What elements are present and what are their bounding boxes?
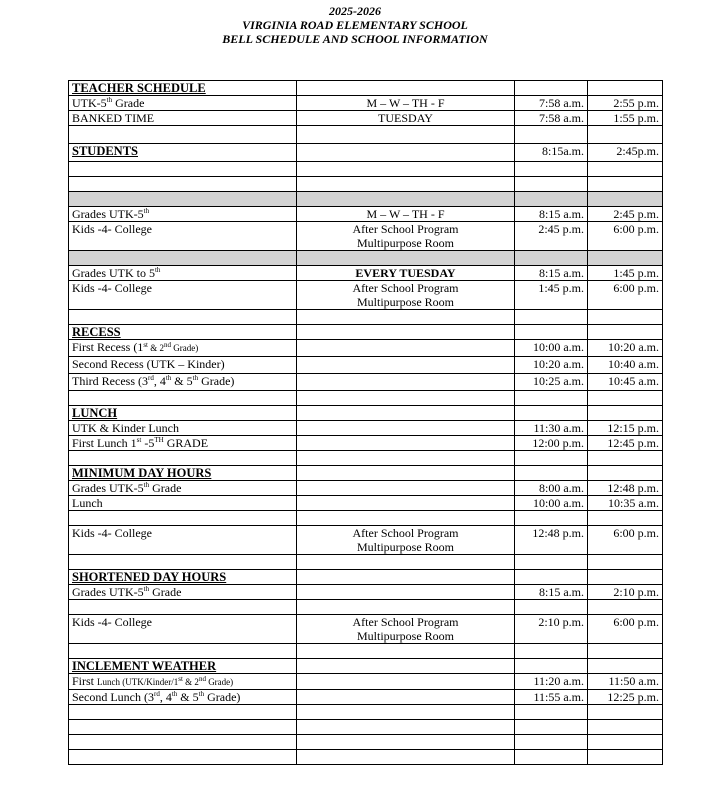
table-row bbox=[69, 585, 663, 600]
table-row bbox=[69, 705, 663, 720]
row-label: Grades UTK-5th Grade bbox=[69, 481, 297, 496]
program-location: After School Program Multipurpose Room bbox=[297, 281, 515, 310]
row-label: Second Recess (UTK – Kinder) bbox=[69, 357, 297, 374]
table-row bbox=[69, 281, 663, 310]
start-time: 8:15 a.m. bbox=[515, 207, 588, 222]
row-days: M – W – TH - F bbox=[297, 207, 515, 222]
document-header bbox=[0, 4, 710, 46]
end-time: 12:45 p.m. bbox=[588, 436, 663, 451]
row-label: BANKED TIME bbox=[69, 111, 297, 126]
table-row bbox=[69, 690, 663, 705]
table-row bbox=[69, 111, 663, 126]
end-time: 6:00 p.m. bbox=[588, 281, 663, 310]
table-row bbox=[69, 266, 663, 281]
row-label: Grades UTK-5th Grade bbox=[69, 585, 297, 600]
table-row bbox=[69, 659, 663, 674]
table-row bbox=[69, 126, 663, 144]
start-time: 1:45 p.m. bbox=[515, 281, 588, 310]
divider-row bbox=[69, 192, 663, 207]
row-days: M – W – TH - F bbox=[297, 96, 515, 111]
section-title-students: STUDENTS bbox=[72, 144, 138, 158]
table-row bbox=[69, 177, 663, 192]
table-row bbox=[69, 750, 663, 765]
start-time: 11:55 a.m. bbox=[515, 690, 588, 705]
bell-schedule-table bbox=[68, 80, 663, 765]
table-row bbox=[69, 451, 663, 466]
section-title-minimum-day: MINIMUM DAY HOURS bbox=[72, 466, 212, 480]
end-time: 11:50 a.m. bbox=[588, 674, 663, 690]
table-row bbox=[69, 600, 663, 615]
end-time: 2:45p.m. bbox=[588, 144, 663, 162]
table-row bbox=[69, 735, 663, 750]
end-time: 10:40 a.m. bbox=[588, 357, 663, 374]
start-time: 8:15 a.m. bbox=[515, 585, 588, 600]
end-time: 12:48 p.m. bbox=[588, 481, 663, 496]
end-time: 12:25 p.m. bbox=[588, 690, 663, 705]
table-row bbox=[69, 570, 663, 585]
table-row bbox=[69, 391, 663, 406]
row-label: Grades UTK to 5th bbox=[69, 266, 297, 281]
table-row bbox=[69, 96, 663, 111]
row-label: Kids -4- College bbox=[69, 526, 297, 555]
section-title-recess: RECESS bbox=[72, 325, 121, 339]
program-location: After School Program Multipurpose Room bbox=[297, 615, 515, 644]
table-row bbox=[69, 144, 663, 162]
start-time: 11:20 a.m. bbox=[515, 674, 588, 690]
table-row bbox=[69, 357, 663, 374]
row-label: Grades UTK-5th bbox=[69, 207, 297, 222]
end-time: 1:55 p.m. bbox=[588, 111, 663, 126]
row-label: Kids -4- College bbox=[69, 281, 297, 310]
divider-row bbox=[69, 251, 663, 266]
row-label: Lunch bbox=[69, 496, 297, 511]
end-time: 6:00 p.m. bbox=[588, 222, 663, 251]
table-row bbox=[69, 81, 663, 96]
table-row bbox=[69, 421, 663, 436]
start-time: 7:58 a.m. bbox=[515, 111, 588, 126]
row-label: Third Recess (3rd, 4th & 5th Grade) bbox=[69, 374, 297, 391]
end-time: 6:00 p.m. bbox=[588, 526, 663, 555]
start-time: 10:00 a.m. bbox=[515, 496, 588, 511]
table-row bbox=[69, 511, 663, 526]
end-time: 2:45 p.m. bbox=[588, 207, 663, 222]
section-title-teacher-schedule: TEACHER SCHEDULE bbox=[72, 81, 206, 95]
section-title-lunch: LUNCH bbox=[72, 406, 118, 420]
row-label: Kids -4- College bbox=[69, 615, 297, 644]
school-year: 2025-2026 bbox=[329, 4, 381, 18]
end-time: 2:10 p.m. bbox=[588, 585, 663, 600]
table-row bbox=[69, 436, 663, 451]
table-row bbox=[69, 615, 663, 644]
row-label: First Lunch (UTK/Kinder/1st & 2nd Grade) bbox=[69, 674, 297, 690]
row-label: Second Lunch (3rd, 4th & 5th Grade) bbox=[69, 690, 297, 705]
table-row bbox=[69, 340, 663, 357]
table-row bbox=[69, 496, 663, 511]
row-label: UTK-5th Grade bbox=[69, 96, 297, 111]
table-row bbox=[69, 310, 663, 325]
end-time: 10:45 a.m. bbox=[588, 374, 663, 391]
school-name: VIRGINIA ROAD ELEMENTARY SCHOOL bbox=[242, 18, 468, 32]
table-row bbox=[69, 644, 663, 659]
end-time: 6:00 p.m. bbox=[588, 615, 663, 644]
table-row bbox=[69, 222, 663, 251]
row-label: First Recess (1st & 2nd Grade) bbox=[69, 340, 297, 357]
start-time: 10:25 a.m. bbox=[515, 374, 588, 391]
table-row bbox=[69, 207, 663, 222]
row-label: UTK & Kinder Lunch bbox=[69, 421, 297, 436]
start-time: 7:58 a.m. bbox=[515, 96, 588, 111]
row-label: First Lunch 1st -5TH GRADE bbox=[69, 436, 297, 451]
start-time: 12:48 p.m. bbox=[515, 526, 588, 555]
start-time: 10:00 a.m. bbox=[515, 340, 588, 357]
table-row bbox=[69, 481, 663, 496]
table-row bbox=[69, 406, 663, 421]
table-row bbox=[69, 674, 663, 690]
row-days: TUESDAY bbox=[297, 111, 515, 126]
table-row bbox=[69, 526, 663, 555]
table-row bbox=[69, 374, 663, 391]
row-label: Kids -4- College bbox=[69, 222, 297, 251]
table-row bbox=[69, 162, 663, 177]
end-time: 10:20 a.m. bbox=[588, 340, 663, 357]
end-time: 10:35 a.m. bbox=[588, 496, 663, 511]
start-time: 8:15a.m. bbox=[515, 144, 588, 162]
section-title-inclement-weather: INCLEMENT WEATHER bbox=[72, 659, 217, 673]
table-row bbox=[69, 325, 663, 340]
end-time: 2:55 p.m. bbox=[588, 96, 663, 111]
start-time: 2:10 p.m. bbox=[515, 615, 588, 644]
end-time: 1:45 p.m. bbox=[588, 266, 663, 281]
row-days: EVERY TUESDAY bbox=[297, 266, 515, 281]
start-time: 10:20 a.m. bbox=[515, 357, 588, 374]
start-time: 2:45 p.m. bbox=[515, 222, 588, 251]
end-time: 12:15 p.m. bbox=[588, 421, 663, 436]
program-location: After School Program Multipurpose Room bbox=[297, 526, 515, 555]
table-row bbox=[69, 555, 663, 570]
document-title: BELL SCHEDULE AND SCHOOL INFORMATION bbox=[222, 32, 488, 46]
start-time: 8:15 a.m. bbox=[515, 266, 588, 281]
section-title-shortened-day: SHORTENED DAY HOURS bbox=[72, 570, 227, 584]
table-row bbox=[69, 466, 663, 481]
start-time: 8:00 a.m. bbox=[515, 481, 588, 496]
program-location: After School Program Multipurpose Room bbox=[297, 222, 515, 251]
start-time: 11:30 a.m. bbox=[515, 421, 588, 436]
start-time: 12:00 p.m. bbox=[515, 436, 588, 451]
table-row bbox=[69, 720, 663, 735]
